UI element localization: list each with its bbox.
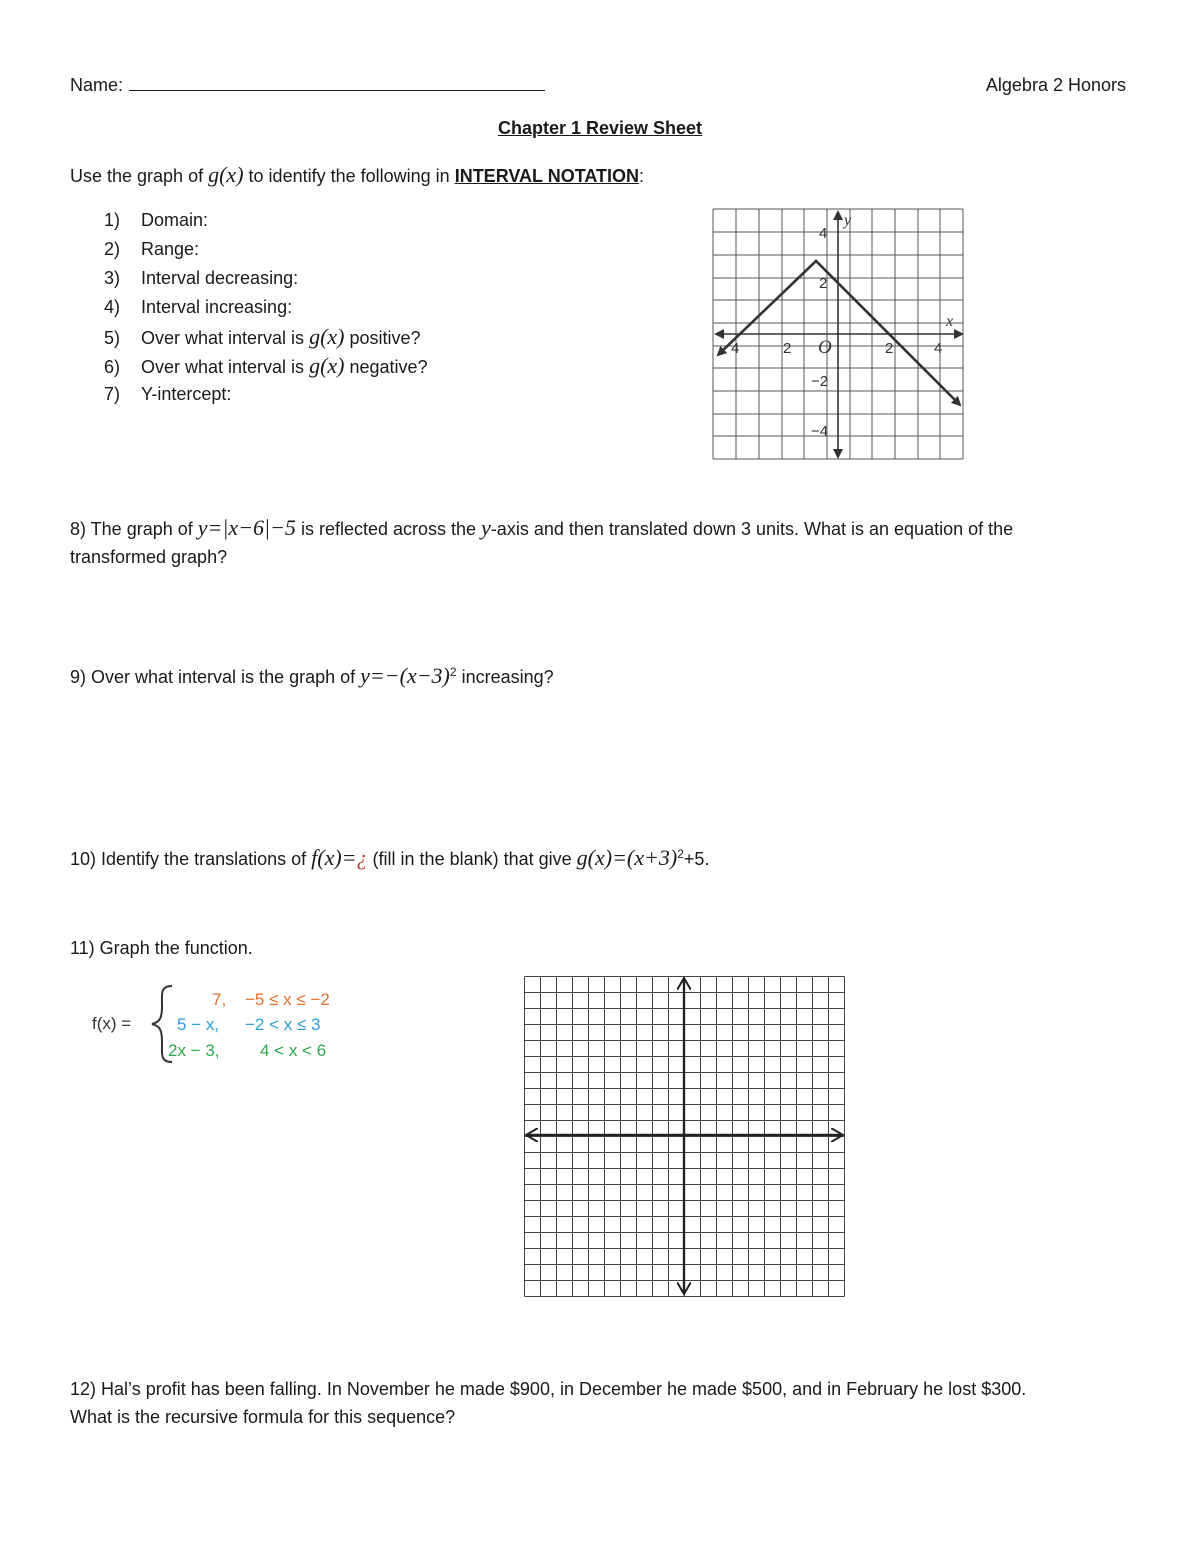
q10-f-of-x: f(x)= [311,845,357,870]
q8-equation: y=|x−6|−5 [197,515,296,540]
q11-label: 11) Graph the function. [70,938,253,958]
q10-blank-glyph: ¿ [356,845,368,870]
question-text: Domain: [141,210,209,230]
question-math: g(x) [309,324,345,349]
question-text-end: negative? [349,357,428,377]
graph1-origin: O [818,337,832,358]
name-label: Name: [70,75,124,95]
q8-suffix: -axis and then translated down 3 units. What is an equation of the [490,519,1014,539]
x-tick-label: 2 [885,340,894,357]
question-item [104,293,428,322]
piece-3-domain: 4 < x < 6 [260,1041,327,1060]
x-tick-label: 4 [934,340,943,357]
graph1-y-label: y [844,212,852,229]
question-number: 5) [104,328,121,348]
q8-line-2: transformed graph? [70,547,228,567]
question-text-end: positive? [349,328,421,348]
question-number: 2) [104,239,121,259]
question-text: Over what interval is [141,357,305,377]
question-text: Over what interval is [141,328,305,348]
question-8 [70,515,1013,541]
graph1-y-ticks [811,225,828,440]
q8-variable: y [481,515,491,540]
question-text: Y-intercept: [141,384,232,404]
intro-suffix: : [639,166,645,186]
q12-line-2: What is the recursive formula for this sequence? [70,1407,456,1427]
q8-middle: is reflected across the [300,519,477,539]
question-text: Range: [141,239,200,259]
question-text: Interval increasing: [141,297,293,317]
question-list [104,206,428,409]
question-item [104,264,428,293]
intro-emphasis: INTERVAL NOTATION [454,166,640,186]
piece-1-domain: −5 ≤ x ≤ −2 [245,990,330,1009]
q10-g-of-x: g(x)=(x+3) [576,845,678,870]
piece-2-domain: −2 < x ≤ 3 [245,1015,321,1034]
x-tick-label: 2 [783,340,792,357]
q12-line-1: 12) Hal’s profit has been falling. In November he made $900, in December he made $500, and in February he lost $300. [70,1379,1027,1399]
piecewise-fx-label: f(x) = [92,1014,132,1033]
q9-exponent: 2 [449,665,457,679]
question-item [104,351,428,380]
q10-prefix: 10) Identify the translations of [70,849,307,869]
q10-suffix: +5. [683,849,710,869]
piece-2-expr: 5 − x, [177,1015,220,1034]
course-label: Algebra 2 Honors [985,75,1126,95]
blank-graph-grid[interactable] [523,975,846,1297]
question-item [104,380,428,409]
q8-prefix: 8) The graph of [70,519,193,539]
intro-line [70,162,644,188]
x-tick-label: 4 [731,340,740,357]
q10-middle: (fill in the blank) that give [372,849,572,869]
question-number: 6) [104,357,121,377]
q9-suffix: increasing? [461,667,554,687]
question-text: Interval decreasing: [141,268,299,288]
question-9 [70,663,554,689]
y-tick-label: 2 [819,275,828,292]
intro-func: g(x) [208,162,244,187]
q9-prefix: 9) Over what interval is the graph of [70,667,356,687]
y-tick-label: 4 [819,225,828,242]
g-of-x-line [718,261,960,405]
question-number: 4) [104,297,121,317]
question-10 [70,845,709,871]
intro-middle: to identify the following in [248,166,450,186]
question-item [104,322,428,351]
page-title: Chapter 1 Review Sheet [497,118,703,138]
question-item [104,235,428,264]
q9-equation: y=−(x−3) [360,663,450,688]
name-blank-line[interactable] [129,76,545,91]
g-of-x-graph [712,208,964,460]
question-item [104,206,428,235]
question-number: 1) [104,210,121,230]
piece-1-expr: 7, [212,990,227,1009]
y-tick-label: −2 [811,373,829,390]
question-number: 3) [104,268,121,288]
piece-3-expr: 2x − 3, [168,1041,220,1060]
q10-exponent: 2 [677,847,684,861]
question-number: 7) [104,384,121,404]
intro-prefix: Use the graph of [70,166,204,186]
name-field[interactable] [70,75,545,96]
y-tick-label: −4 [811,423,829,440]
question-math: g(x) [309,353,345,378]
graph1-x-label: x [946,313,954,330]
